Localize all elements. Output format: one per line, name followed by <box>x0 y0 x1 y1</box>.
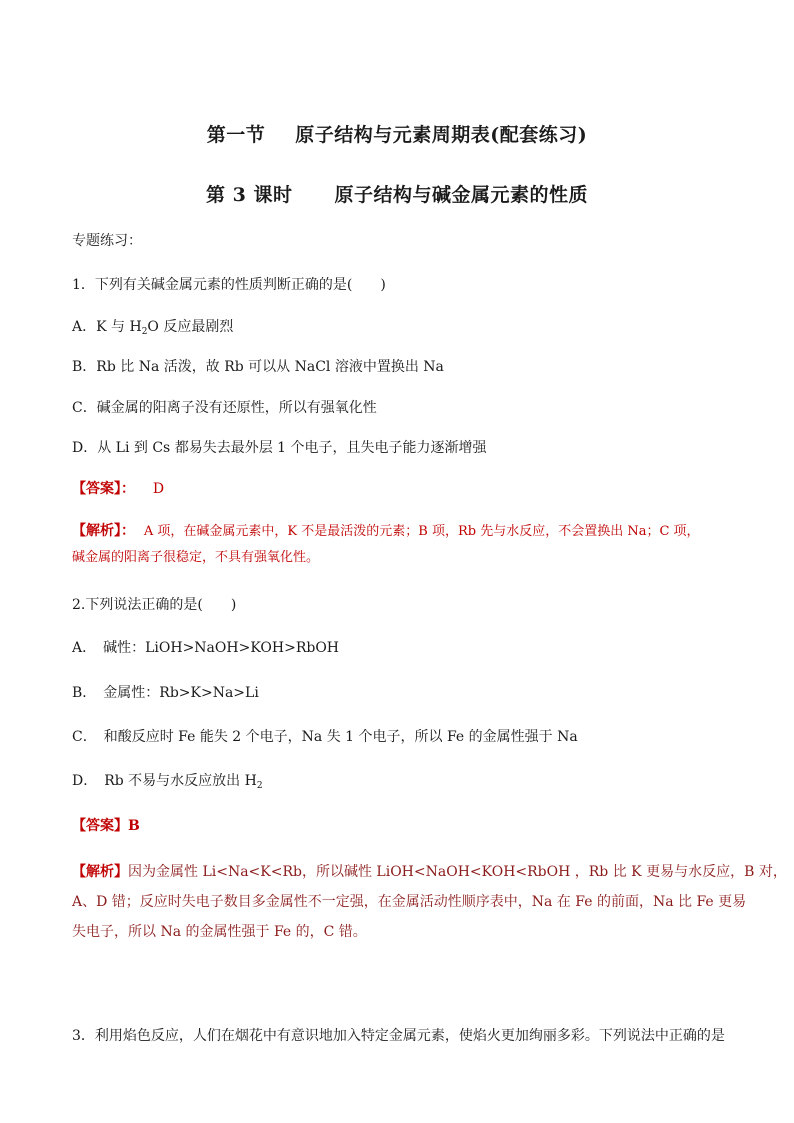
page-subtitle <box>0 180 794 207</box>
q1-option-a: A．K 与 $H_2O$ 反应最剧烈 <box>72 319 234 337</box>
q1-stem: 1．下列有关碱金属元素的性质判断正确的是( ) <box>72 277 386 293</box>
q2-explanation-line2: A、D 错；反应时失电子数目多金属性不一定强，在金属活动性顺序表中，Na 在 Fe 的前面，Na 比 Fe 更易 <box>72 894 747 910</box>
q2-answer-label: 【答案】 <box>72 818 128 834</box>
q2-option-c: C． 和酸反应时 Fe 能失 2 个电子，Na 失 1 个电子，所以 Fe 的金属性强于 Na <box>72 729 578 745</box>
subtitle-part2: 原子结构与碱金属元素的性质 <box>334 184 588 206</box>
q1-answer-label: 【答案】： <box>72 481 135 497</box>
title-part2: 原子结构与元素周期表(配套练习) <box>295 124 588 146</box>
q3-stem: 3．利用焰色反应，人们在烟花中有意识地加入特定金属元素，使焰火更加绚丽多彩。下列说法中正确的是 <box>72 1028 725 1044</box>
q1-explanation-line2: 碱金属的阳离子很稳定，不具有强氧化性。 <box>72 550 320 565</box>
q2-answer <box>72 815 140 835</box>
q1-answer <box>72 478 164 498</box>
q2-answer-value: B <box>128 818 140 834</box>
title-part1: 第一节 <box>206 124 266 146</box>
section-label: 专题练习： <box>72 233 142 249</box>
q1-option-d: D．从 Li 到 Cs 都易失去最外层 1 个电子，且失电子能力逐渐增强 <box>72 440 487 456</box>
q2-explain-label: 【解析】 <box>72 864 128 880</box>
q1-option-b: B．Rb 比 Na 活泼，故 Rb 可以从 NaCl 溶液中置换出 Na <box>72 359 444 375</box>
page-title <box>0 120 794 147</box>
q2-option-b: B． 金属性：Rb>K>Na>Li <box>72 685 259 701</box>
q1-option-c: C．碱金属的阳离子没有还原性，所以有强氧化性 <box>72 400 377 416</box>
subtitle-part1: 第 3 课时 <box>206 184 293 206</box>
q1-explain-label: 【解析】： <box>72 523 135 539</box>
q2-stem: 2.下列说法正确的是( ) <box>72 597 237 613</box>
q2-explanation-line3: 失电子，所以 Na 的金属性强于 Fe 的，C 错。 <box>72 924 367 940</box>
q1-explanation-line1: 【解析】： A 项，在碱金属元素中，K 不是最活泼的元素；B 项，Rb 先与水反应，不会置换出 Na；C 项， <box>72 523 700 539</box>
q2-explanation-line1: 【解析】因为金属性 Li<Na<K<Rb，所以碱性 LiOH<NaOH<KOH<RbOH ，Rb 比 K 更易与水反应，B 对， <box>72 864 787 880</box>
q2-option-d: D． Rb 不易与水反应放出 $H_2$ <box>72 773 263 791</box>
q2-option-a: A． 碱性：LiOH>NaOH>KOH>RbOH <box>72 640 340 656</box>
q1-answer-value: D <box>152 481 165 497</box>
